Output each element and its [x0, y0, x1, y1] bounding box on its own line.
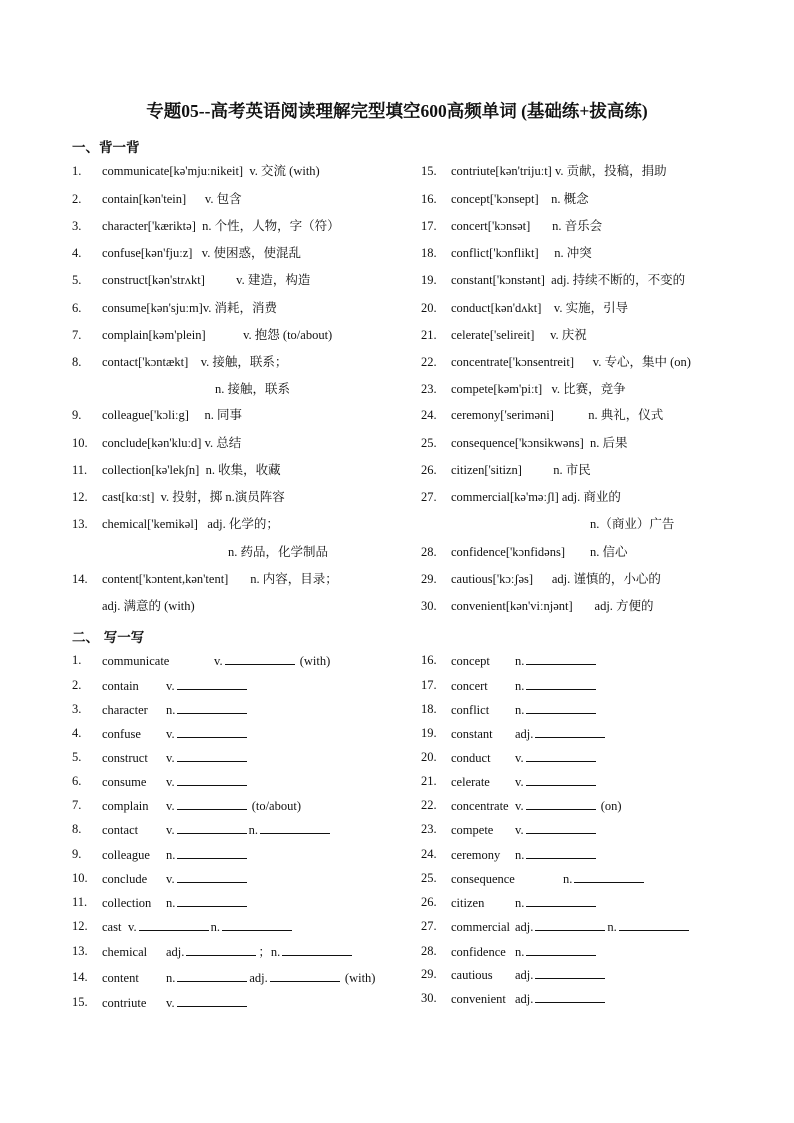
answer-blank [139, 918, 209, 931]
item-continuation: n.（商业）广告 [590, 517, 675, 531]
item-number: 19. [421, 273, 437, 287]
section-heading-recite: 一、背一背 [72, 140, 140, 156]
part-of-speech: v. [214, 654, 223, 668]
item-number: 30. [421, 991, 437, 1005]
vocab-word: concentrate [451, 799, 509, 813]
usage-hint: (with) [296, 654, 331, 668]
answer-blank [526, 943, 596, 956]
vocab-word: complain [102, 799, 149, 813]
part-of-speech: v. [166, 751, 175, 765]
answer-blank [225, 652, 295, 665]
part-of-speech: v. [515, 751, 524, 765]
item-number: 22. [421, 355, 437, 369]
answer-blank [177, 870, 247, 883]
item-number: 30. [421, 599, 437, 613]
vocab-word: concert [451, 679, 488, 693]
answer-blank [260, 821, 330, 834]
answer-blank [270, 969, 340, 982]
page-title: 专题05--高考英语阅读理解完型填空600高频单词 (基础练+拔高练) [146, 101, 648, 121]
answer-blank [526, 701, 596, 714]
part-of-speech: n. [166, 703, 176, 717]
item-number: 22. [421, 798, 437, 812]
vocab-word: contact [102, 823, 139, 837]
answer-blank [526, 749, 596, 762]
item-number: 15. [421, 164, 437, 178]
part-of-speech: v. [515, 775, 524, 789]
part-of-speech: adj. [249, 971, 268, 985]
item-text: collection[kə'lekʃn] n. 收集，收藏 [102, 463, 281, 477]
exercise-body [102, 652, 330, 669]
answer-blank [526, 894, 596, 907]
vocab-word: consume [102, 775, 147, 789]
item-number: 27. [421, 919, 437, 933]
part-of-speech: n. [515, 945, 525, 959]
part-of-speech: adj. [515, 727, 534, 741]
item-text: contriute[kən'trijuːt] v. 贡献，投稿，捐助 [451, 164, 667, 178]
item-number: 1. [72, 653, 82, 667]
item-continuation: adj. 满意的 (with) [102, 599, 195, 613]
item-number: 12. [72, 490, 88, 504]
exercise-body [451, 846, 598, 863]
answer-blank [535, 918, 605, 931]
answer-blank [526, 677, 596, 690]
exercise-body [451, 894, 598, 911]
part-of-speech: v. [515, 799, 524, 813]
item-text: concept['kɔnsept] n. 概念 [451, 192, 589, 206]
answer-blank [177, 846, 247, 859]
answer-blank [177, 969, 247, 982]
answer-blank [177, 749, 247, 762]
exercise-body [102, 994, 249, 1011]
part-of-speech: adj. [515, 968, 534, 982]
answer-blank [526, 652, 596, 665]
exercise-body [102, 725, 249, 742]
part-of-speech: v. [166, 996, 175, 1010]
exercise-body [102, 677, 249, 694]
part-of-speech: n. [166, 848, 176, 862]
item-number: 23. [421, 382, 437, 396]
part-of-speech: n. [515, 896, 525, 910]
exercise-body [451, 725, 607, 742]
item-text: compete[kəm'piːt] v. 比赛，竞争 [451, 382, 626, 396]
exercise-body [451, 870, 646, 887]
section-heading-write: 二、 写一写 [72, 630, 145, 646]
answer-blank [282, 943, 352, 956]
part-of-speech: v. [515, 823, 524, 837]
item-number: 21. [421, 774, 437, 788]
part-of-speech: v. [166, 872, 175, 886]
item-number: 29. [421, 967, 437, 981]
answer-blank [535, 725, 605, 738]
item-number: 16. [421, 653, 437, 667]
exercise-body [451, 918, 691, 935]
answer-blank [526, 797, 596, 810]
item-number: 16. [421, 192, 437, 206]
item-number: 14. [72, 970, 88, 984]
part-of-speech: n. [210, 920, 220, 934]
answer-blank [526, 821, 596, 834]
item-text: chemical['kemikəl] adj. 化学的； [102, 517, 279, 531]
answer-blank [526, 846, 596, 859]
vocab-word: contain [102, 679, 139, 693]
answer-blank [177, 773, 247, 786]
item-number: 6. [72, 774, 82, 788]
answer-blank [177, 994, 247, 1007]
item-text: colleague['kɔliːg] n. 同事 [102, 408, 243, 422]
item-number: 6. [72, 301, 82, 315]
item-number: 17. [421, 219, 437, 233]
item-number: 28. [421, 545, 437, 559]
item-number: 18. [421, 702, 437, 716]
vocab-word: communicate [102, 654, 170, 668]
exercise-body [102, 870, 249, 887]
vocab-word: consequence [451, 872, 515, 886]
item-number: 25. [421, 436, 437, 450]
answer-blank [177, 701, 247, 714]
item-number: 3. [72, 219, 82, 233]
item-number: 11. [72, 463, 88, 477]
item-number: 26. [421, 463, 437, 477]
item-text: consume[kən'sjuːm]v. 消耗，消费 [102, 301, 278, 315]
vocab-word: collection [102, 896, 152, 910]
answer-blank [619, 918, 689, 931]
item-number: 24. [421, 847, 437, 861]
exercise-body [451, 773, 598, 790]
answer-blank [535, 990, 605, 1003]
item-number: 8. [72, 822, 82, 836]
item-number: 13. [72, 517, 88, 531]
vocab-word: commercial [451, 920, 510, 934]
item-text: constant['kɔnstənt] adj. 持续不断的，不变的 [451, 273, 686, 287]
exercise-body [451, 677, 598, 694]
vocab-word: ceremony [451, 848, 501, 862]
item-number: 4. [72, 246, 82, 260]
item-number: 1. [72, 164, 82, 178]
item-text: commercial[kə'məːʃl] adj. 商业的 [451, 490, 621, 504]
vocab-word: convenient [451, 992, 506, 1006]
item-number: 7. [72, 328, 82, 342]
vocab-word: construct [102, 751, 148, 765]
item-text: contain[kən'tein] v. 包含 [102, 192, 242, 206]
exercise-body [102, 821, 332, 838]
exercise-body [451, 943, 598, 960]
part-of-speech: v. [166, 823, 175, 837]
item-number: 19. [421, 726, 437, 740]
item-number: 2. [72, 678, 82, 692]
item-number: 25. [421, 871, 437, 885]
usage-hint: (with) [341, 971, 376, 985]
item-text: cautious['kɔːʃəs] adj. 谨慎的，小心的 [451, 572, 661, 586]
vocab-word: chemical [102, 945, 148, 959]
exercise-body [102, 797, 301, 814]
usage-hint: (on) [597, 799, 622, 813]
part-of-speech: v. [166, 775, 175, 789]
part-of-speech: n. [515, 848, 525, 862]
vocab-word: conduct [451, 751, 491, 765]
item-number: 4. [72, 726, 82, 740]
item-number: 5. [72, 750, 82, 764]
item-text: concentrate['kɔnsentreit] v. 专心，集中 (on) [451, 355, 691, 369]
part-of-speech: n. [515, 679, 525, 693]
part-of-speech: v. [166, 679, 175, 693]
part-of-speech: n. [515, 703, 525, 717]
item-text: celerate['selireit] v. 庆祝 [451, 328, 587, 342]
vocab-word: content [102, 971, 139, 985]
item-text: concert['kɔnsət] n. 音乐会 [451, 219, 603, 233]
item-text: contact['kɔntækt] v. 接触，联系； [102, 355, 288, 369]
exercise-body [102, 969, 375, 986]
item-number: 11. [72, 895, 88, 909]
part-of-speech: n. [515, 654, 525, 668]
item-number: 12. [72, 919, 88, 933]
item-number: 3. [72, 702, 82, 716]
item-continuation: n. 接触，联系 [215, 382, 291, 396]
item-text: conflict['kɔnflikt] n. 冲突 [451, 246, 592, 260]
item-number: 2. [72, 192, 82, 206]
answer-blank [535, 966, 605, 979]
exercise-body [451, 701, 598, 718]
item-text: communicate[kə'mjuːnikeit] v. 交流 (with) [102, 164, 320, 178]
exercise-body [102, 894, 249, 911]
item-number: 5. [72, 273, 82, 287]
item-text: confidence['kɔnfidəns] n. 信心 [451, 545, 628, 559]
part-of-speech: ；n. [258, 945, 281, 959]
exercise-body [451, 797, 622, 814]
exercise-body [451, 749, 598, 766]
vocab-word: confuse [102, 727, 141, 741]
vocab-word: cautious [451, 968, 493, 982]
item-text: consequence['kɔnsikwəns] n. 后果 [451, 436, 628, 450]
part-of-speech: n. [563, 872, 573, 886]
item-number: 26. [421, 895, 437, 909]
exercise-body [102, 749, 249, 766]
item-number: 29. [421, 572, 437, 586]
item-number: 13. [72, 944, 88, 958]
part-of-speech: n. [248, 823, 258, 837]
part-of-speech: n. [607, 920, 617, 934]
item-number: 24. [421, 408, 437, 422]
part-of-speech: v. [166, 799, 175, 813]
answer-blank [177, 677, 247, 690]
vocab-word: conclude [102, 872, 148, 886]
item-number: 9. [72, 408, 82, 422]
exercise-body [451, 966, 607, 983]
exercise-body [451, 821, 598, 838]
exercise-body [102, 773, 249, 790]
item-text: construct[kən'strʌkt] v. 建造，构造 [102, 273, 311, 287]
item-text: convenient[kən'viːnjənt] adj. 方便的 [451, 599, 654, 613]
item-number: 27. [421, 490, 437, 504]
vocab-word: character [102, 703, 148, 717]
item-number: 8. [72, 355, 82, 369]
vocab-word: contriute [102, 996, 147, 1010]
item-number: 18. [421, 246, 437, 260]
exercise-body [102, 846, 249, 863]
vocab-word: celerate [451, 775, 490, 789]
part-of-speech: adj. [515, 992, 534, 1006]
item-text: content['kɔntent,kən'tent] n. 内容，目录； [102, 572, 338, 586]
part-of-speech: v. [128, 920, 137, 934]
item-text: citizen['sitizn] n. 市民 [451, 463, 591, 477]
answer-blank [177, 725, 247, 738]
item-number: 9. [72, 847, 82, 861]
item-number: 17. [421, 678, 437, 692]
item-number: 7. [72, 798, 82, 812]
answer-blank [574, 870, 644, 883]
part-of-speech: n. [166, 971, 176, 985]
vocab-word: cast [102, 920, 122, 934]
part-of-speech: n. [166, 896, 176, 910]
item-number: 23. [421, 822, 437, 836]
item-number: 20. [421, 750, 437, 764]
item-text: complain[kəm'plein] v. 抱怨 (to/about) [102, 328, 333, 342]
item-text: confuse[kən'fjuːz] v. 使困惑，使混乱 [102, 246, 301, 260]
part-of-speech: v. [166, 727, 175, 741]
item-number: 21. [421, 328, 437, 342]
exercise-body [102, 918, 294, 935]
vocab-word: compete [451, 823, 494, 837]
item-text: cast[kɑːst] v. 投射，掷 n.演员阵容 [102, 490, 285, 504]
item-text: conduct[kən'dʌkt] v. 实施，引导 [451, 301, 629, 315]
answer-blank [222, 918, 292, 931]
vocab-word: confidence [451, 945, 506, 959]
item-text: character['kæriktə] n. 个性，人物，字（符） [102, 219, 340, 233]
usage-hint: (to/about) [248, 799, 301, 813]
item-number: 10. [72, 871, 88, 885]
vocab-word: conflict [451, 703, 490, 717]
item-text: conclude[kən'kluːd] v. 总结 [102, 436, 242, 450]
answer-blank [177, 894, 247, 907]
answer-blank [177, 797, 247, 810]
item-number: 20. [421, 301, 437, 315]
item-text: ceremony['seriməni] n. 典礼，仪式 [451, 408, 664, 422]
item-number: 10. [72, 436, 88, 450]
item-number: 28. [421, 944, 437, 958]
part-of-speech: adj. [166, 945, 185, 959]
exercise-body [102, 701, 249, 718]
item-number: 14. [72, 572, 88, 586]
item-continuation: n. 药品，化学制品 [228, 545, 329, 559]
item-number: 15. [72, 995, 88, 1009]
vocab-word: concept [451, 654, 490, 668]
part-of-speech: adj. [515, 920, 534, 934]
exercise-body [451, 990, 607, 1007]
answer-blank [177, 821, 247, 834]
answer-blank [186, 943, 256, 956]
exercise-body [451, 652, 598, 669]
vocab-word: citizen [451, 896, 485, 910]
exercise-body [102, 943, 354, 960]
vocab-word: colleague [102, 848, 150, 862]
answer-blank [526, 773, 596, 786]
vocab-word: constant [451, 727, 493, 741]
